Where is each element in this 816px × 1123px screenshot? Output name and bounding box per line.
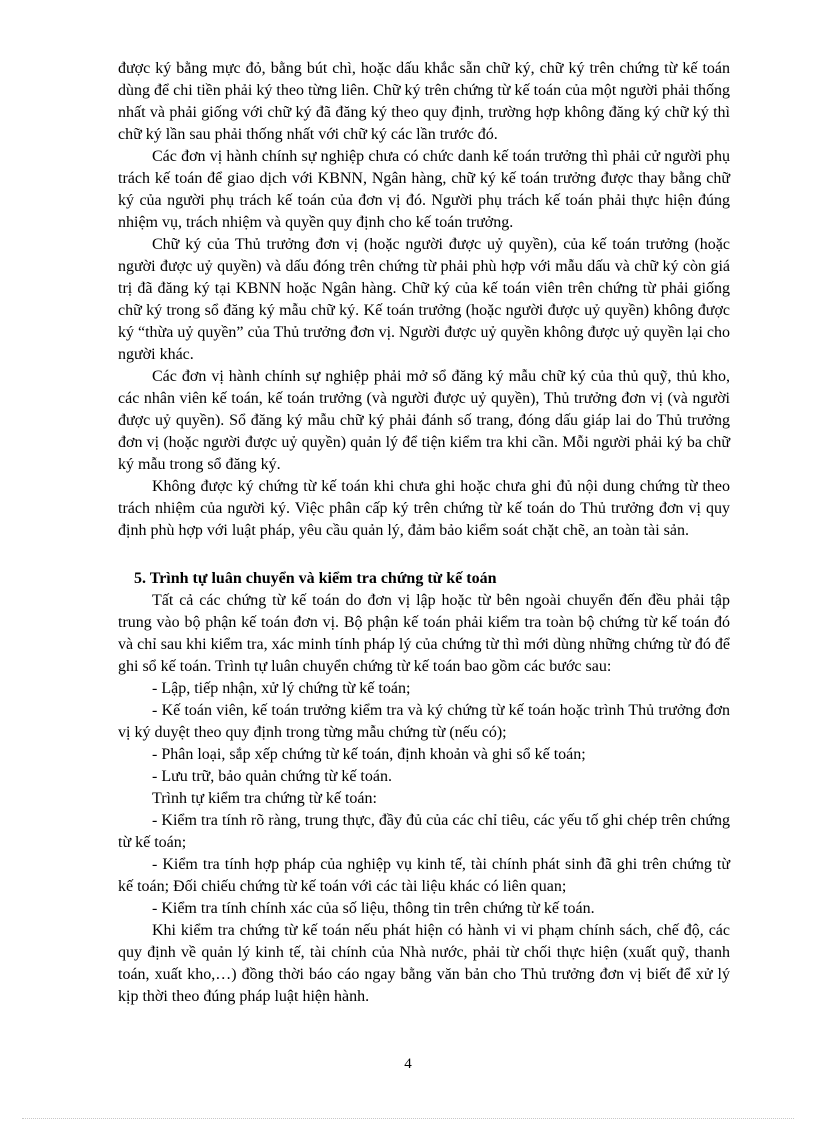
page-number: 4 <box>404 1056 412 1072</box>
paragraph-signature-rules: được ký bằng mực đỏ, bằng bút chì, hoặc dấu khắc sẵn chữ ký, chữ ký trên chứng từ kế toán dùng để chi tiền phải ký theo từng liên. Chữ ký trên chứng từ kế toán của một người phải thống nhất và phải giống với chữ ký đã đăng ký theo quy định, trường hợp không đăng ký chữ ký thì chữ ký lần sau phải thống nhất với chữ ký các lần trước đó. <box>118 60 730 143</box>
flow-step: - Lập, tiếp nhận, xử lý chứng từ kế toán; <box>152 680 411 697</box>
flow-step: - Phân loại, sắp xếp chứng từ kế toán, định khoản và ghi sổ kế toán; <box>152 746 586 763</box>
document-page <box>118 58 730 1008</box>
flow-step: - Lưu trữ, bảo quản chứng từ kế toán. <box>152 768 392 785</box>
check-intro: Trình tự kiểm tra chứng từ kế toán: <box>152 790 377 807</box>
paragraph-section-intro: Tất cả các chứng từ kế toán do đơn vị lập hoặc từ bên ngoài chuyển đến đều phải tập trung vào bộ phận kế toán đơn vị. Bộ phận kế toán phải kiểm tra toàn bộ chứng từ kế toán đó và chỉ sau khi kiểm tra, xác minh tính pháp lý của chứng từ thì mới dùng những chứng từ đó để ghi sổ kế toán. Trình tự luân chuyển chứng từ kế toán bao gồm các bước sau: <box>118 592 730 675</box>
paragraph-signing-restrictions: Không được ký chứng từ kế toán khi chưa ghi hoặc chưa ghi đủ nội dung chứng từ theo trách nhiệm của người ký. Việc phân cấp ký trên chứng từ kế toán do Thủ trưởng đơn vị quy định phù hợp với luật pháp, yêu cầu quản lý, đảm bảo kiểm soát chặt chẽ, an toàn tài sản. <box>118 478 730 539</box>
check-step: - Kiểm tra tính chính xác của số liệu, thông tin trên chứng từ kế toán. <box>152 900 595 917</box>
paragraph-authorized-signatures: Chữ ký của Thủ trưởng đơn vị (hoặc người được uỷ quyền), của kế toán trưởng (hoặc người được uỷ quyền) và dấu đóng trên chứng từ phải phù hợp với mẫu dấu và chữ ký còn giá trị đã đăng ký tại KBNN hoặc Ngân hàng. Chữ ký của kế toán viên trên chứng từ phải giống chữ ký trong sổ đăng ký mẫu chữ ký. Kế toán trưởng (hoặc người được uỷ quyền) không được ký “thừa uỷ quyền” của Thủ trưởng đơn vị. Người được uỷ quyền không được uỷ quyền lại cho người khác. <box>118 236 730 363</box>
paragraph-chief-accountant: Các đơn vị hành chính sự nghiệp chưa có chức danh kế toán trưởng thì phải cử người phụ trách kế toán để giao dịch với KBNN, Ngân hàng, chữ ký kế toán trưởng được thay bằng chữ ký của người phụ trách kế toán của đơn vị đó. Người phụ trách kế toán phải thực hiện đúng nhiệm vụ, trách nhiệm và quyền quy định cho kế toán trưởng. <box>118 148 730 231</box>
flow-step: - Kế toán viên, kế toán trưởng kiểm tra và ký chứng từ kế toán hoặc trình Thủ trưởng đơn vị ký duyệt theo quy định trong từng mẫu chứng từ (nếu có); <box>118 702 730 741</box>
section-heading: 5. Trình tự luân chuyển và kiểm tra chứng từ kế toán <box>134 570 497 587</box>
check-step: - Kiểm tra tính rõ ràng, trung thực, đầy đủ của các chỉ tiêu, các yếu tố ghi chép trên chứng từ kế toán; <box>118 812 730 851</box>
paragraph-closing: Khi kiểm tra chứng từ kế toán nếu phát hiện có hành vi vi phạm chính sách, chế độ, các quy định về quản lý kinh tế, tài chính của Nhà nước, phải từ chối thực hiện (xuất quỹ, thanh toán, xuất kho,…) đồng thời báo cáo ngay bằng văn bản cho Thủ trưởng đơn vị biết để xử lý kịp thời theo đúng pháp luật hiện hành. <box>118 922 730 1005</box>
page-bottom-divider <box>22 1118 794 1119</box>
check-step: - Kiểm tra tính hợp pháp của nghiệp vụ kinh tế, tài chính phát sinh đã ghi trên chứng từ kế toán; Đối chiếu chứng từ kế toán với các tài liệu khác có liên quan; <box>118 856 730 895</box>
paragraph-signature-register: Các đơn vị hành chính sự nghiệp phải mở sổ đăng ký mẫu chữ ký của thủ quỹ, thủ kho, các nhân viên kế toán, kế toán trưởng (và người được uỷ quyền), Thủ trưởng đơn vị (và người được uỷ quyền). Sổ đăng ký mẫu chữ ký phải đánh số trang, đóng dấu giáp lai do Thủ trưởng đơn vị (hoặc người được uỷ quyền) quản lý để tiện kiểm tra khi cần. Mỗi người phải ký ba chữ ký mẫu trong sổ đăng ký. <box>118 368 730 473</box>
section-spacer <box>118 542 730 568</box>
